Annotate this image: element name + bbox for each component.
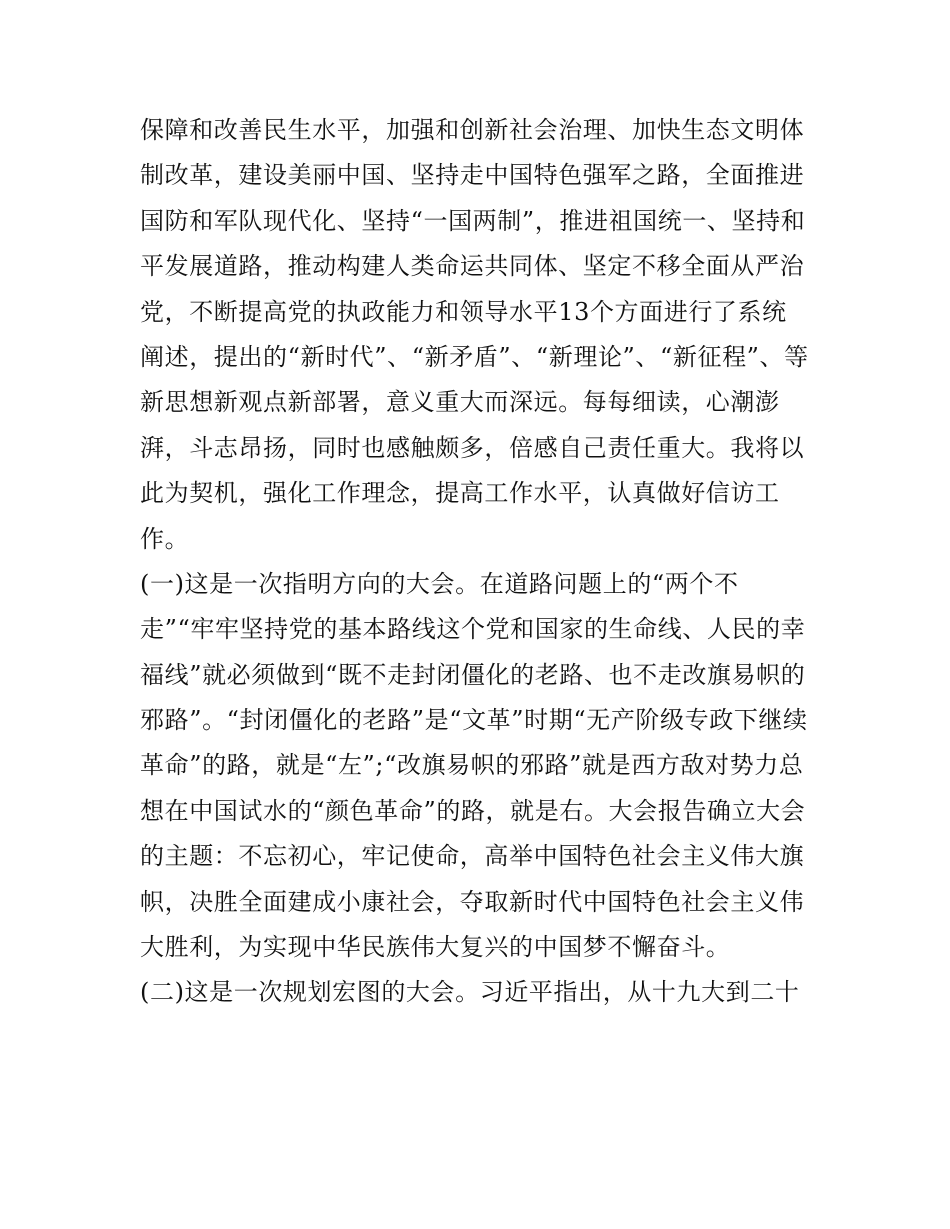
body-text: [140, 108, 820, 1016]
text-line: 邪路”。“封闭僵化的老路”是“文革”时期“无产阶级专政下继续: [140, 706, 808, 735]
text-line: 阐述，提出的“新时代”、“新矛盾”、“新理论”、“新征程”、等: [140, 342, 809, 371]
text-line: 想在中国试水的“颜色革命”的路，就是右。大会报告确立大会: [140, 796, 806, 825]
text-line: 走”“牢牢坚持党的基本路线这个党和国家的生命线、人民的幸: [140, 615, 806, 644]
text-line: 湃，斗志昂扬，同时也感触颇多，倍感自己责任重大。我将以: [140, 433, 805, 462]
text-line: 保障和改善民生水平，加强和创新社会治理、加快生态文明体: [140, 116, 805, 144]
text-line: 此为契机，强化工作理念，提高工作水平，认真做好信访工: [140, 479, 780, 508]
text-line: 革命”的路，就是“左”;“改旗易帜的邪路”就是西方敌对势力总: [140, 751, 804, 780]
paragraph-2-start: (二)这是一次规划宏图的大会。习近平指出，从十九大到二十: [140, 978, 800, 1007]
text-line: 的主题：不忘初心，牢记使命，高举中国特色社会主义伟大旗: [140, 842, 805, 871]
text-line: 国防和军队现代化、坚持“一国两制”，推进祖国统一、坚持和: [140, 206, 806, 235]
text-line: 大胜利，为实现中华民族伟大复兴的中国梦不懈奋斗。: [140, 933, 731, 962]
text-line: 福线”就必须做到“既不走封闭僵化的老路、也不走改旗易帜的: [140, 660, 806, 689]
paragraph-1-start: (一)这是一次指明方向的大会。在道路问题上的“两个不: [140, 569, 739, 598]
text-line: 作。: [140, 524, 190, 553]
text-line: 新思想新观点新部署，意义重大而深远。每每细读，心潮澎: [140, 388, 780, 417]
text-line: 平发展道路，推动构建人类命运共同体、坚定不移全面从严治: [140, 252, 805, 281]
text-line: 党，不断提高党的执政能力和领导水平13个方面进行了系统: [140, 297, 787, 326]
text-line: 帜，决胜全面建成小康社会，夺取新时代中国特色社会主义伟: [140, 887, 805, 916]
text-line: 制改革，建设美丽中国、坚持走中国特色强军之路，全面推进: [140, 161, 805, 190]
